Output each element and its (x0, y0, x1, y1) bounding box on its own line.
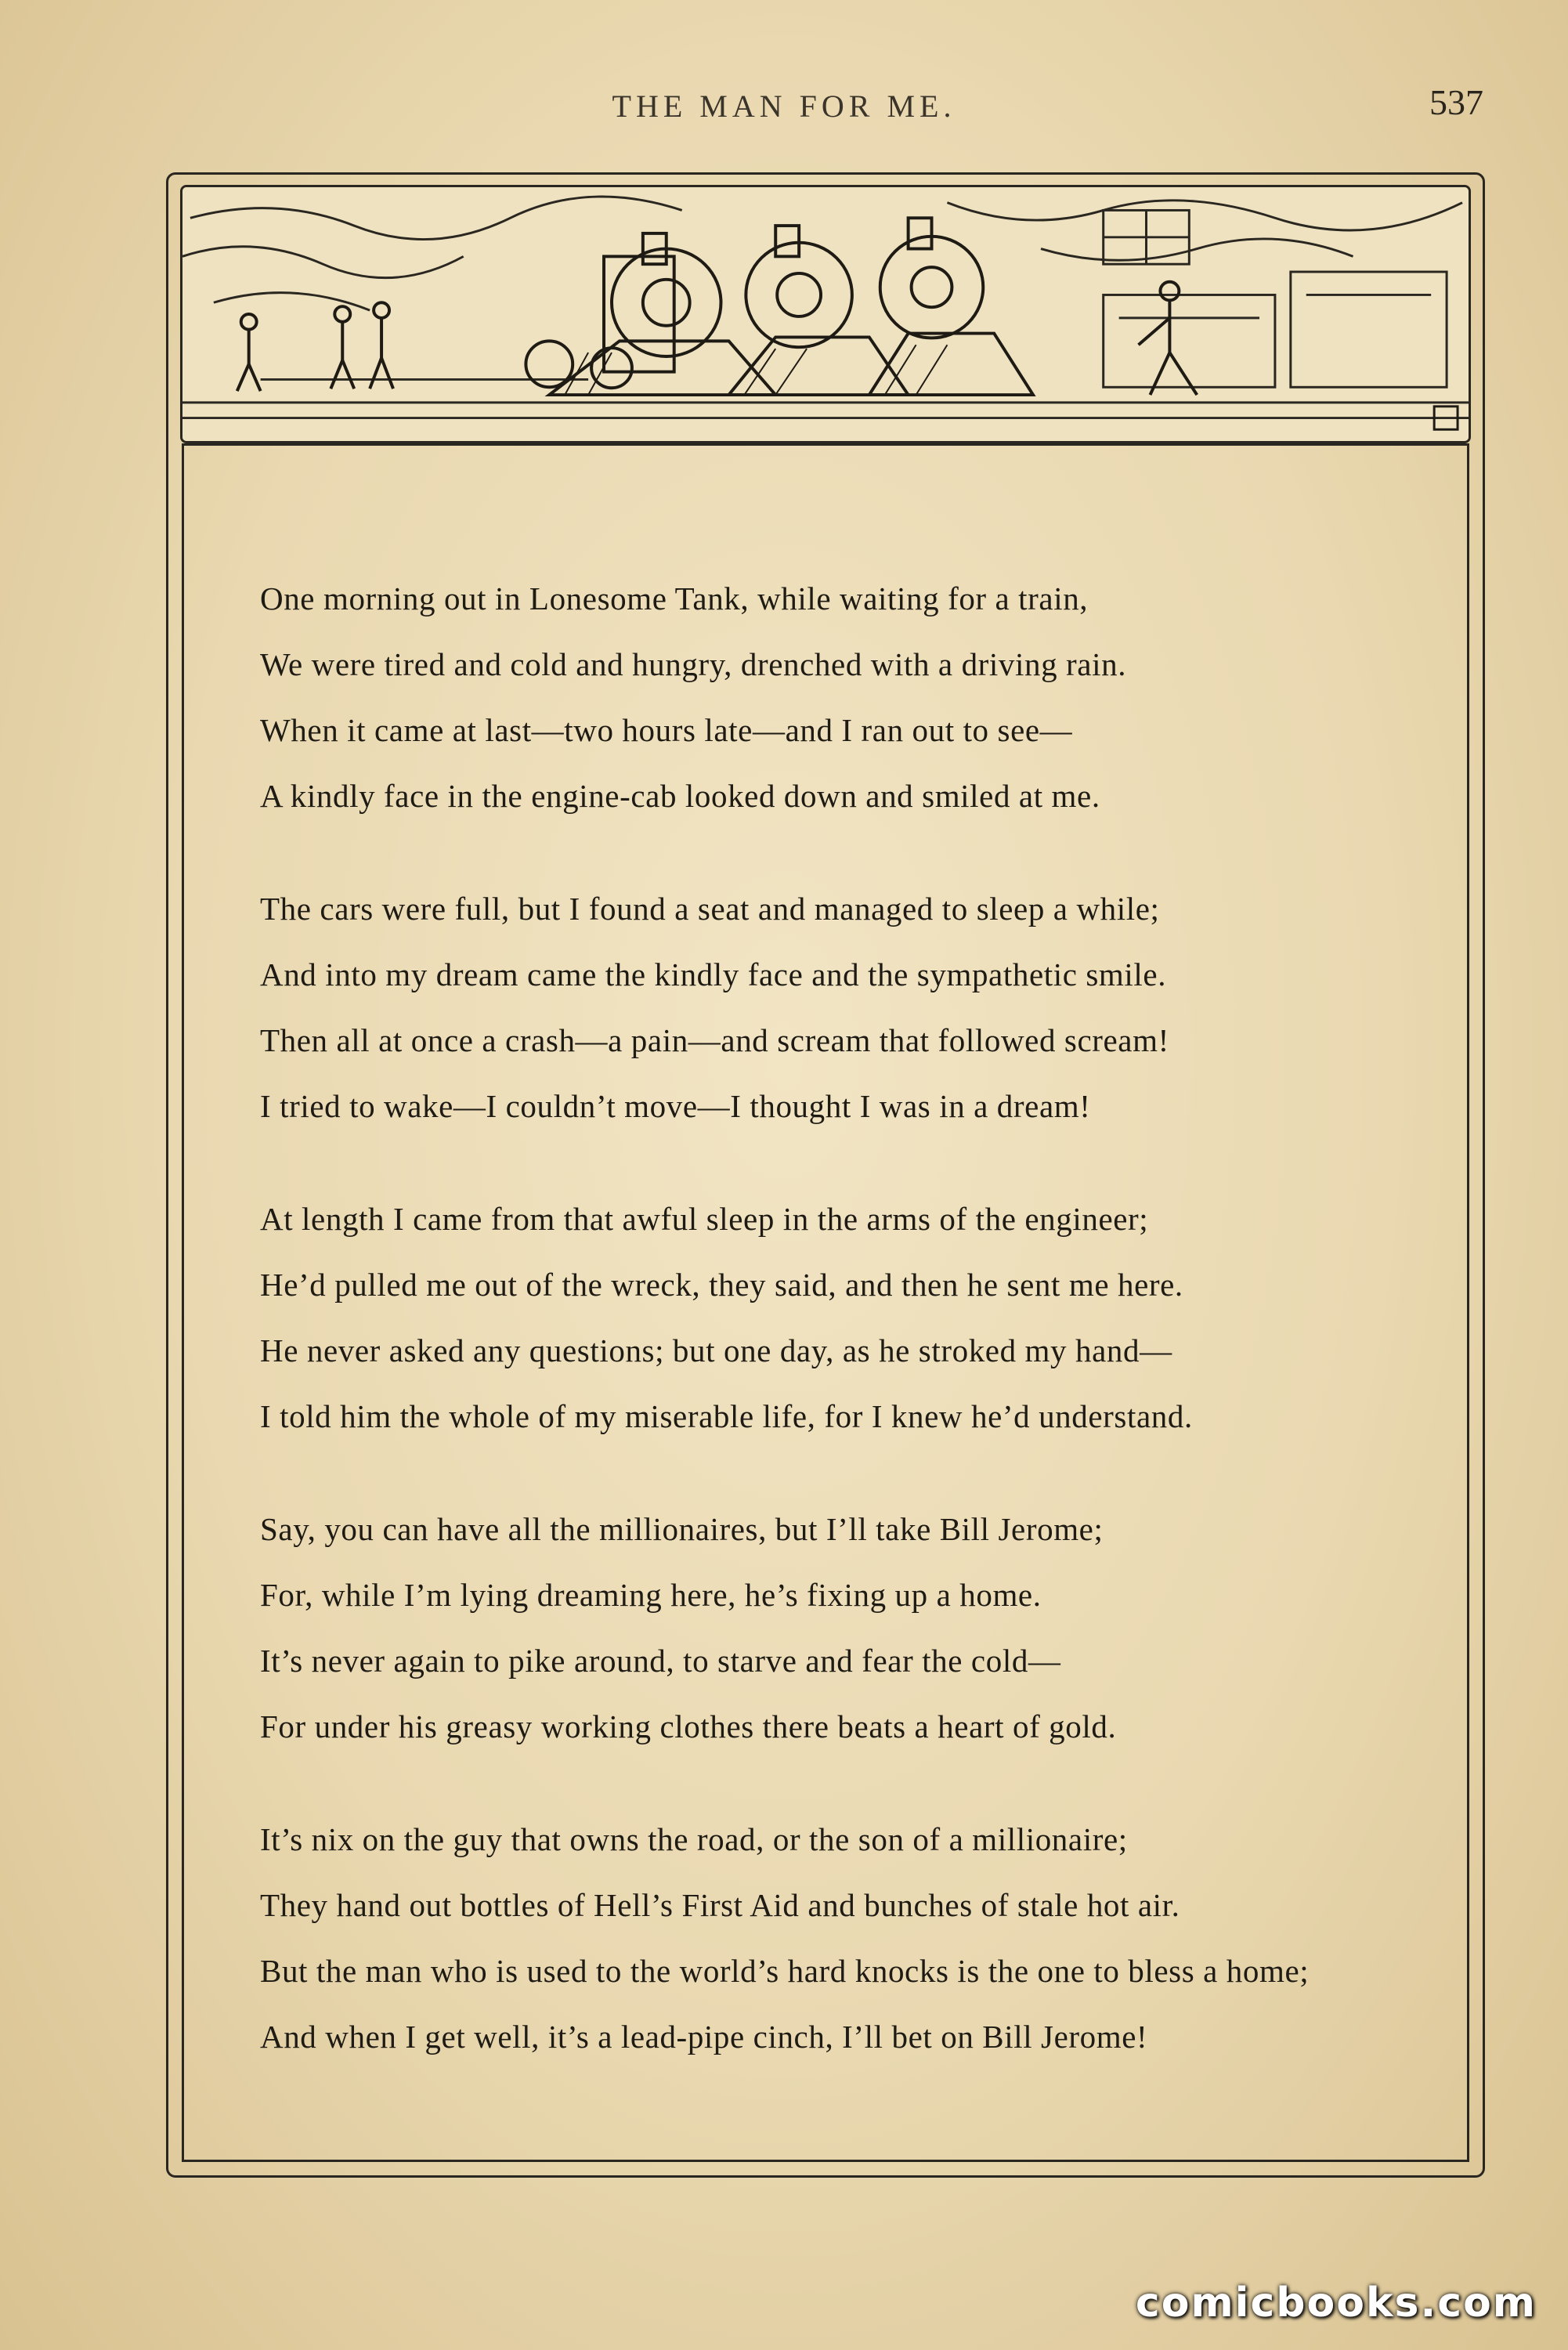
running-head: THE MAN FOR ME. (612, 89, 956, 124)
poem-line: For, while I’m lying dreaming here, he’s fixing up a home. (260, 1577, 1042, 1613)
stanza (260, 1186, 1435, 1449)
poem-line: It’s never again to pike around, to starve and fear the cold— (260, 1643, 1061, 1679)
poem-line: I told him the whole of my miserable life, for I knew he’d understand. (260, 1398, 1193, 1434)
site-watermark: comicbooks.com (1135, 2280, 1537, 2326)
page-number: 537 (1429, 82, 1483, 122)
poem-line: At length I came from that awful sleep in the arms of the engineer; (260, 1201, 1149, 1237)
poem-line: We were tired and cold and hungry, drenched with a driving rain. (260, 646, 1127, 682)
poem-line: It’s nix on the guy that owns the road, or the son of a millionaire; (260, 1821, 1128, 1857)
poem-line: One morning out in Lonesome Tank, while waiting for a train, (260, 580, 1089, 616)
poem-line: They hand out bottles of Hell’s First Aid and bunches of stale hot air. (260, 1887, 1180, 1923)
stanza (260, 566, 1435, 829)
stanza (260, 876, 1435, 1139)
stanza (260, 1806, 1435, 2070)
poem-line: For under his greasy working clothes there beats a heart of gold. (260, 1708, 1117, 1744)
poem-line: And when I get well, it’s a lead-pipe cinch, I’ll bet on Bill Jerome! (260, 2019, 1148, 2055)
poem-line: The cars were full, but I found a seat and managed to sleep a while; (260, 891, 1160, 927)
poem-line: He’d pulled me out of the wreck, they said, and then he sent me here. (260, 1267, 1183, 1303)
poem-line: Say, you can have all the millionaires, but I’ll take Bill Jerome; (260, 1511, 1104, 1547)
poem-body (260, 566, 1435, 2117)
poem-line: Then all at once a crash—a pain—and scream that followed scream! (260, 1022, 1169, 1058)
poem-line: When it came at last—two hours late—and I ran out to see— (260, 712, 1073, 748)
poem-line: I tried to wake—I couldn’t move—I thought I was in a dream! (260, 1088, 1091, 1124)
poem-line: And into my dream came the kindly face and the sympathetic smile. (260, 956, 1167, 992)
locomotive-yard-scene-icon (182, 187, 1469, 441)
poem-line: He never asked any questions; but one day, as he stroked my hand— (260, 1332, 1172, 1368)
poem-line: A kindly face in the engine-cab looked down and smiled at me. (260, 778, 1100, 814)
poem-line: But the man who is used to the world’s hard knocks is the one to bless a home; (260, 1953, 1310, 1989)
stanza (260, 1496, 1435, 1759)
header-illustration (180, 185, 1471, 443)
